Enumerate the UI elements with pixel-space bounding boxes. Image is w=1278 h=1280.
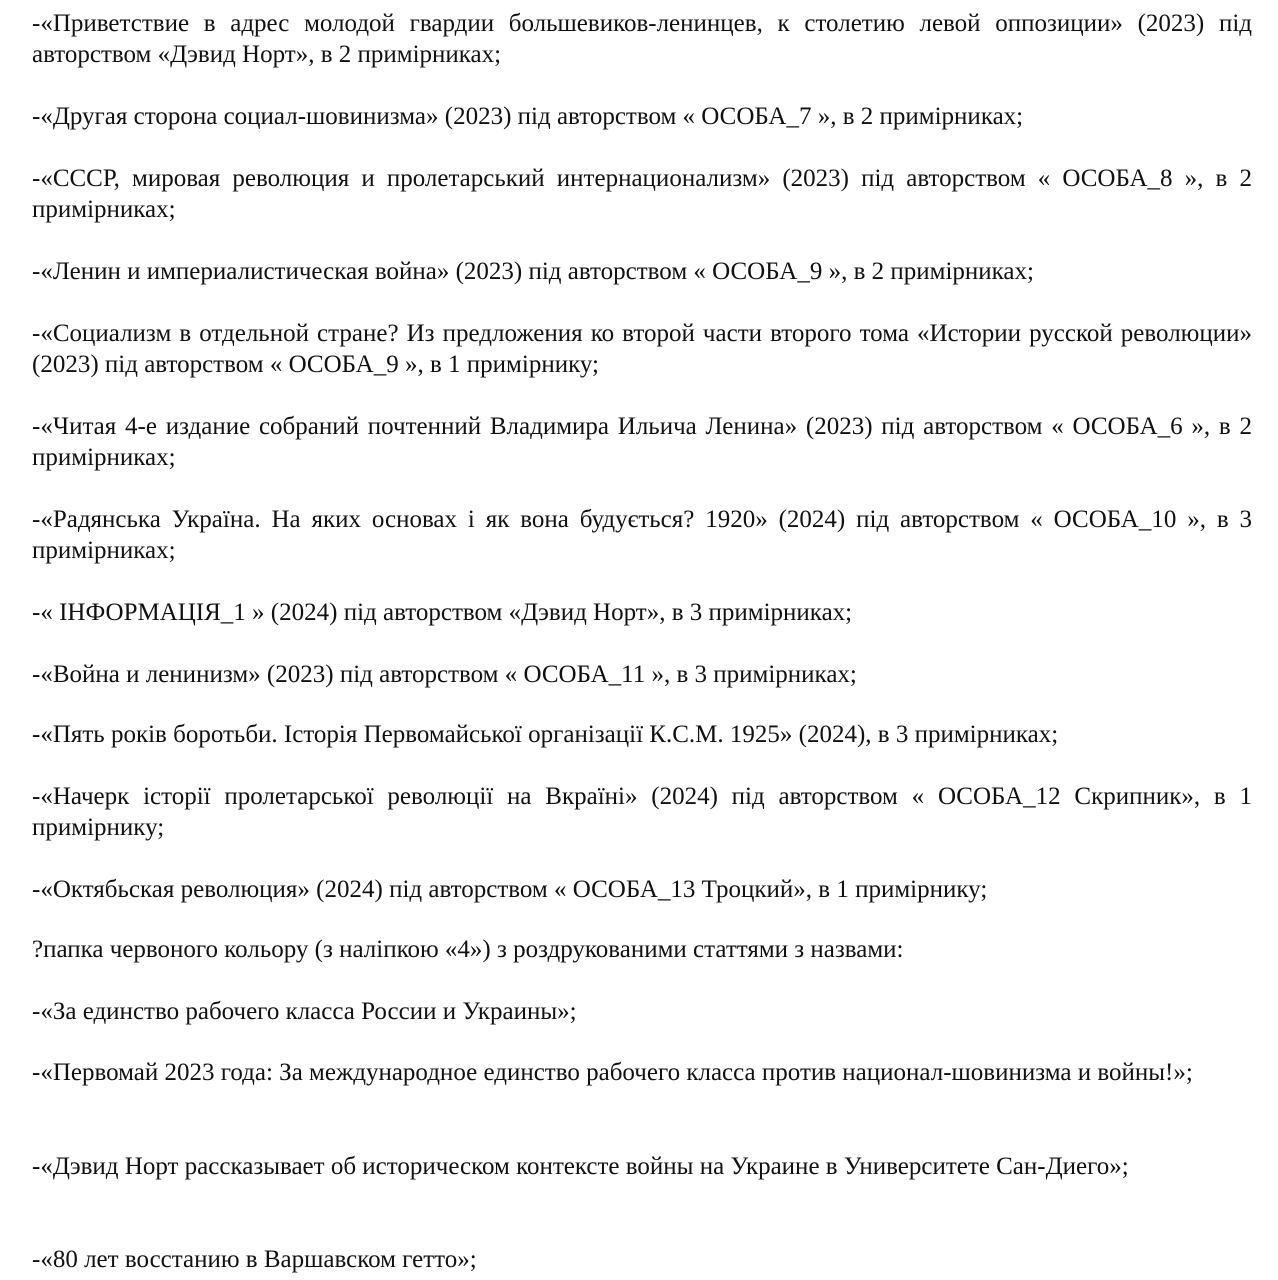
list-item-5: -«Социализм в отдельной стране? Из предложения ко второй части второго тома «Истории русской революции» (2023) під авторством « ОСОБА_9 », в 1 примірнику;: [32, 320, 1252, 378]
list-item-1: -«Приветствие в адрес молодой гвардии большевиков-ленинцев, к столетию левой оппозиции» (2023) під авторством «Дэвид Норт», в 2 примірниках;: [32, 10, 1252, 68]
list-item-4: -«Ленин и империалистическая война» (2023) під авторством « ОСОБА_9 », в 2 примірниках;: [32, 258, 1034, 285]
article-item-3: -«Дэвид Норт рассказывает об историческом контексте войны на Украине в Университете Сан-Диего»;: [32, 1153, 1129, 1180]
list-item-6: -«Читая 4-е издание собраний почтенний Владимира Ильича Ленина» (2023) під авторством « ОСОБА_6 », в 2 примірниках;: [32, 413, 1252, 471]
list-item-9: -«Война и ленинизм» (2023) під авторством « ОСОБА_11 », в 3 примірниках;: [32, 661, 857, 688]
list-item-8: -« ІНФОРМАЦІЯ_1 » (2024) під авторством «Дэвид Норт», в 3 примірниках;: [32, 599, 853, 626]
article-item-4: -«80 лет восстанию в Варшавском гетто»;: [32, 1246, 477, 1273]
list-item-11: -«Начерк історії пролетарської революції на Вкраїні» (2024) під авторством « ОСОБА_12 Скрипник», в 1 примірнику;: [32, 783, 1252, 841]
folder-description: ?папка червоного кольору (з наліпкою «4») з роздрукованими статтями з назвами:: [32, 936, 904, 963]
article-item-2: -«Первомай 2023 года: За международное единство рабочего класса против национал-шовинизма и войны!»;: [32, 1059, 1193, 1086]
list-item-7: -«Радянська Україна. На яких основах і як вона будується? 1920» (2024) під авторством « ОСОБА_10 », в 3 примірниках;: [32, 506, 1252, 564]
article-item-1: -«За единство рабочего класса России и Украины»;: [32, 998, 577, 1025]
list-item-3: -«СССР, мировая революция и пролетарський интернационализм» (2023) під авторством « ОСОБА_8 », в 2 примірниках;: [32, 165, 1252, 223]
list-item-10: -«Пять років боротьби. Історія Первомайської організації К.С.М. 1925» (2024), в 3 примірниках;: [32, 721, 1059, 748]
list-item-2: -«Другая сторона социал-шовинизма» (2023) під авторством « ОСОБА_7 », в 2 примірниках;: [32, 103, 1024, 130]
list-item-12: -«Октябьская революция» (2024) під авторством « ОСОБА_13 Троцкий», в 1 примірнику;: [32, 876, 988, 903]
